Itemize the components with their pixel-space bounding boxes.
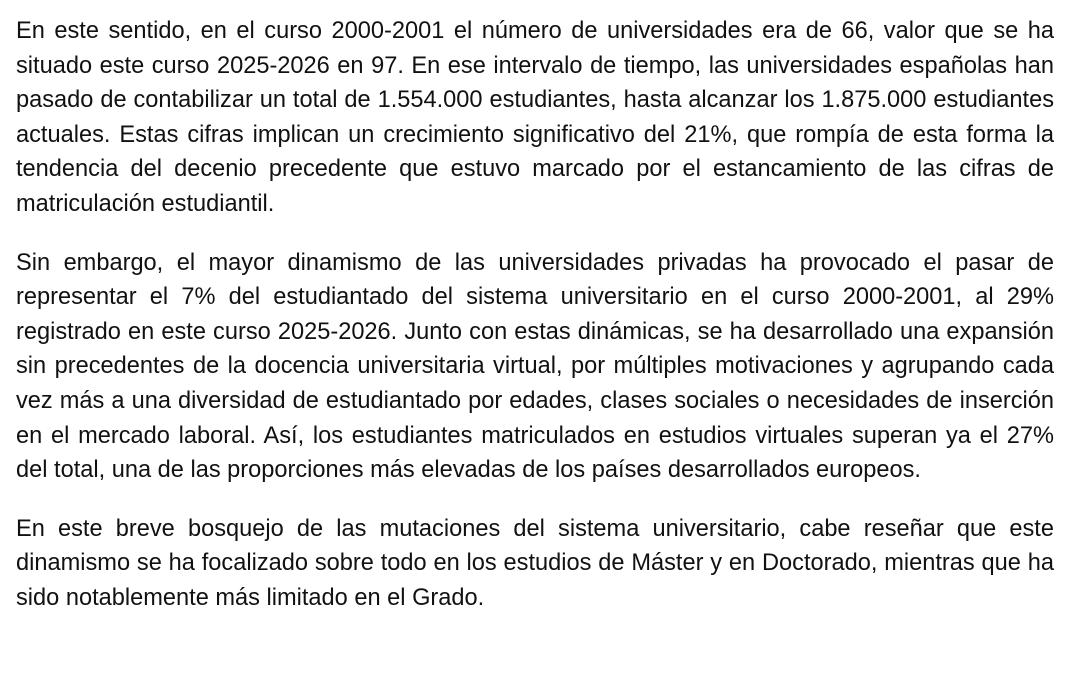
paragraph-university-count: En este sentido, en el curso 2000-2001 el número de universidades era de 66, valor que se ha situado este curso 2025-2026 en 97. En ese intervalo de tiempo, las universidades españolas han pasado de contabilizar un total de 1.554.000 estudiantes, hasta alcanzar los 1.875.000 estudiantes actuales. Estas cifras implican un crecimiento significativo del 21%, que rompía de esta forma la tendencia del decenio precedente que estuvo marcado por el estancamiento de las cifras de matriculación estudiantil. xyxy=(16,18,1054,217)
paragraph-private-virtual-growth: Sin embargo, el mayor dinamismo de las universidades privadas ha provocado el pasar de representar el 7% del estudiantado del sistema universitario en el curso 2000-2001, al 29% registrado en este curso 2025-2026. Junto con estas dinámicas, se ha desarrollado una expansión sin precedentes de la docencia universitaria virtual, por múltiples motivaciones y agrupando cada vez más a una diversidad de estudiantado por edades, clases sociales o necesidades de inserción en el mercado laboral. Así, los estudiantes matriculados en estudios virtuales superan ya el 27% del total, una de las proporciones más elevadas de los países desarrollados europeos. xyxy=(16,249,1054,484)
paragraph-master-doctorate-focus: En este breve bosquejo de las mutaciones del sistema universitario, cabe reseñar que este dinamismo se ha focalizado sobre todo en los estudios de Máster y en Doctorado, mientras que ha sido notablemente más limitado en el Grado. xyxy=(16,515,1054,611)
